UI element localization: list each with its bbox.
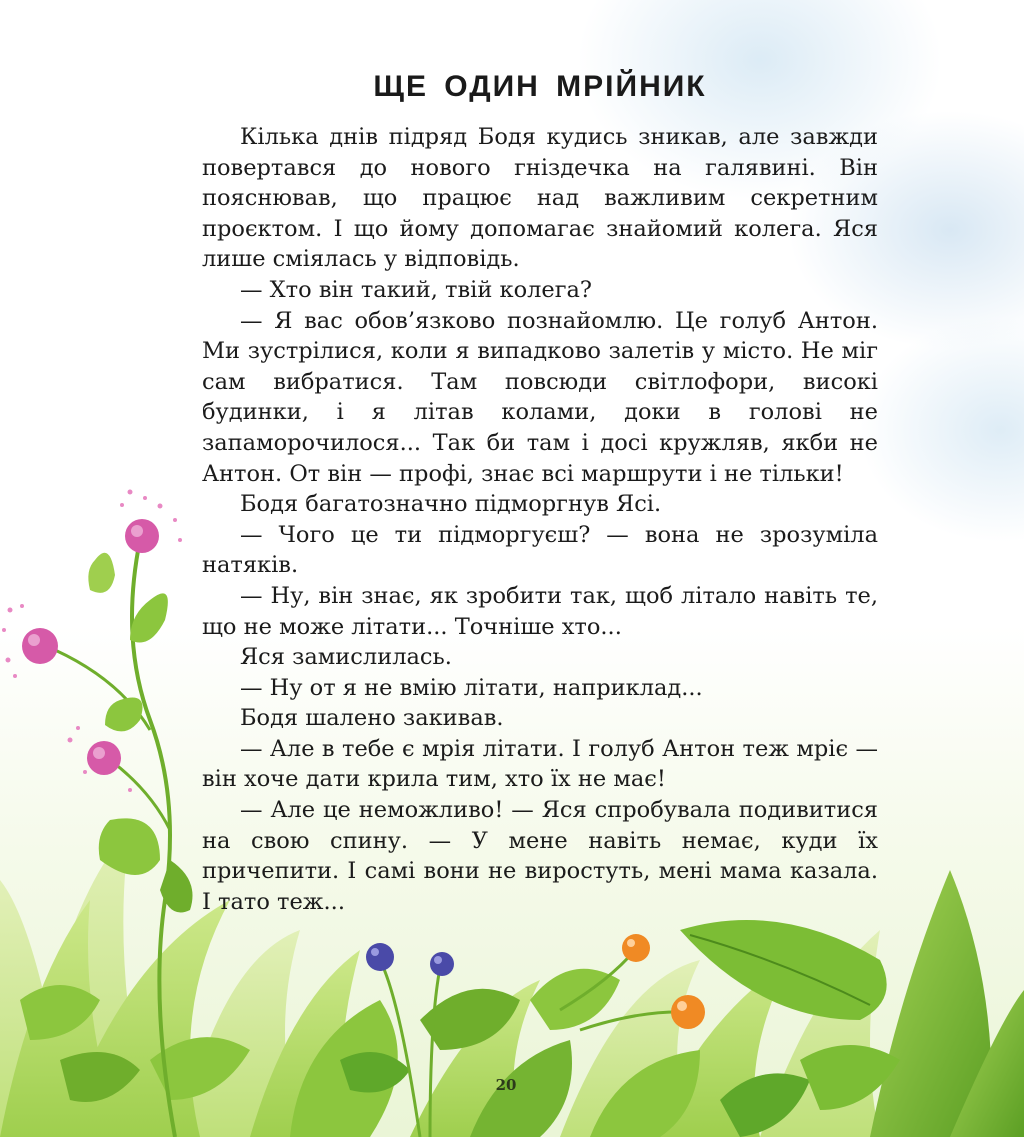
paragraph: Бодя багатозначно підморгнув Ясі. <box>240 491 662 518</box>
paragraph: Яся замислилась. <box>240 644 452 671</box>
page-title: ЩЕ ОДИН МРІЙНИК <box>373 70 707 103</box>
paragraph: Бодя шалено закивав. <box>240 705 504 732</box>
story-text <box>202 122 878 917</box>
paragraph: — Ну, він знає, як зробити так, щоб літало навіть те, що не може літати... Точніше хто... <box>202 582 878 640</box>
paragraph: — Я вас обов’язково познайомлю. Це голуб Антон. Ми зустрілися, коли я випадково залетів у місто. Не міг сам вибратися. Там повсюди світлофори, високі будинки, і я літав колами, доки в голові не запаморочилося... Так би там і досі кружляв, якби не Антон. От він — профі, знає всі маршрути і не тільки! <box>202 307 878 487</box>
paragraph: — Але це неможливо! — Яся спробувала подивитися на свою спину. — У мене навіть немає, куди їх причепити. І самі вони не виростуть, мені мама казала. І тато теж... <box>202 797 878 915</box>
paragraph: — Але в тебе є мрія літати. І голуб Антон теж мріє — він хоче дати крила тим, хто їх не має! <box>202 735 878 793</box>
paragraph: Кілька днів підряд Бодя кудись зникав, але завжди повертався до нового гніздечка на галявині. Він пояснював, що працює над важливим секретним проєктом. І що йому допомагає знайомий колега. Яся лише сміялась у відповідь. <box>202 124 878 273</box>
paragraph: — Чого це ти підморгуєш? — вона не зрозуміла натяків. <box>202 521 878 579</box>
page-number: 20 <box>495 1076 517 1094</box>
paragraph: — Ну от я не вмію літати, наприклад... <box>240 674 703 701</box>
paragraph: — Хто він такий, твій колега? <box>240 276 592 303</box>
